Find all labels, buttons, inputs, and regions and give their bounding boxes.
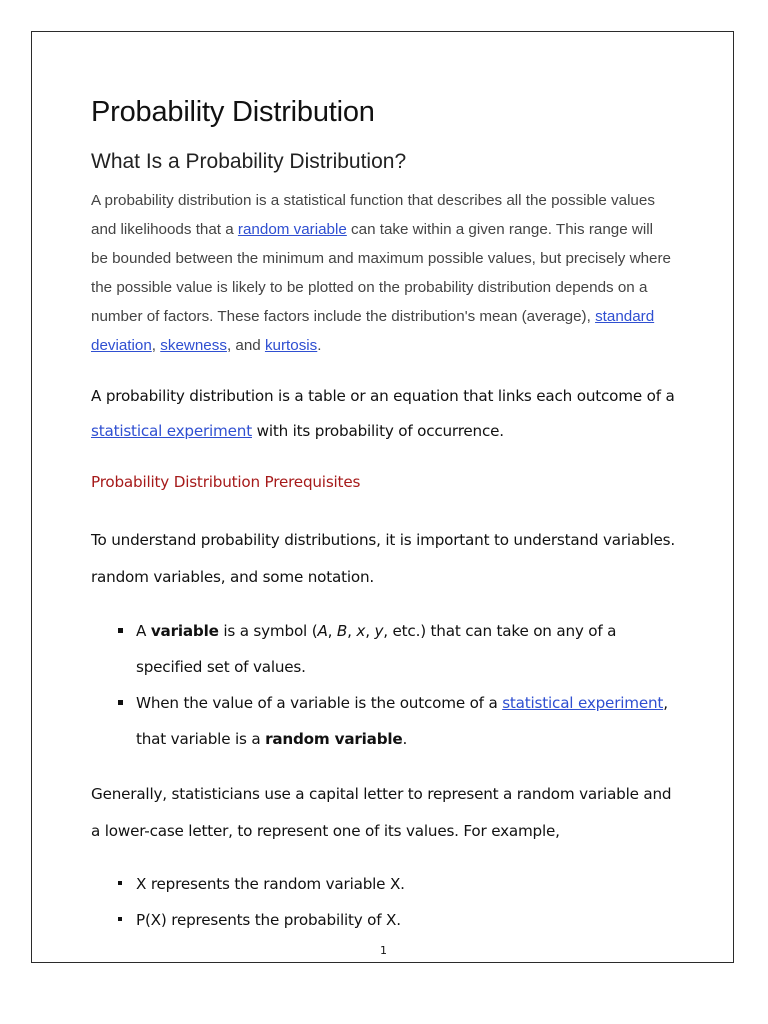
text: ,: [347, 622, 357, 640]
text: ,: [151, 337, 161, 354]
prerequisites-paragraph: To understand probability distributions, it is important to understand variables. random variables, and some notation.: [91, 531, 675, 586]
italic-symbol: y: [374, 622, 384, 640]
list-item: [91, 866, 681, 902]
definition-paragraph: [91, 379, 681, 449]
variables-list: [91, 613, 681, 757]
italic-symbol: A: [317, 622, 328, 640]
text: , and: [226, 337, 265, 354]
text: , that variable is a: [136, 694, 668, 748]
prerequisites-heading: Probability Distribution Prerequisites: [91, 473, 361, 491]
random-variable-link[interactable]: random variable: [237, 221, 347, 238]
text: with its probability of occurrence.: [251, 422, 504, 440]
skewness-link[interactable]: skewness: [160, 337, 227, 354]
page-number: 1: [380, 944, 387, 957]
bold-term: random variable: [265, 730, 403, 748]
statistical-experiment-link[interactable]: statistical experiment: [91, 422, 252, 440]
document-page: [31, 31, 734, 963]
text: A probability distribution is a statistical function that describes all the possible values and likelihoods that a: [91, 192, 655, 238]
standard-deviation-link[interactable]: standard deviation: [91, 308, 655, 354]
square-bullet-icon: [118, 881, 122, 885]
text: P(X) represents the probability of X.: [136, 911, 401, 929]
square-bullet-icon: [118, 917, 122, 921]
notation-list: [91, 866, 681, 938]
bold-term: variable: [150, 622, 219, 640]
square-bullet-icon: [118, 700, 123, 705]
list-item: [91, 902, 681, 938]
italic-symbol: x: [356, 622, 366, 640]
list-item: [91, 613, 681, 685]
document-title: Probability Distribution: [91, 96, 375, 128]
text: A: [136, 622, 151, 640]
list-item: [91, 685, 681, 757]
notation-paragraph: Generally, statisticians use a capital letter to represent a random variable and a lower-case letter, to represent one of its values. For example,: [91, 785, 672, 840]
text: X represents the random variable X.: [136, 875, 405, 893]
kurtosis-link[interactable]: kurtosis: [264, 337, 318, 354]
text: .: [402, 730, 408, 748]
section-heading: What Is a Probability Distribution?: [91, 150, 407, 173]
text: When the value of a variable is the outcome of a: [136, 694, 503, 712]
statistical-experiment-link[interactable]: statistical experiment: [502, 694, 664, 712]
intro-paragraph: [91, 186, 671, 360]
text: ,: [365, 622, 375, 640]
italic-symbol: B: [336, 622, 348, 640]
text: , etc.) that can take on any of a specified set of values.: [136, 622, 617, 676]
text: ,: [327, 622, 337, 640]
text: .: [317, 337, 322, 354]
square-bullet-icon: [118, 628, 123, 633]
text: A probability distribution is a table or an equation that links each outcome of a: [91, 387, 675, 405]
text: is a symbol (: [218, 622, 318, 640]
text: can take within a given range. This range will be bounded between the minimum and maximum possible values, but precisely where the possible value is likely to be plotted on the probability distribution depends on a number of factors. These factors include the distribution's mean (average),: [91, 221, 671, 325]
